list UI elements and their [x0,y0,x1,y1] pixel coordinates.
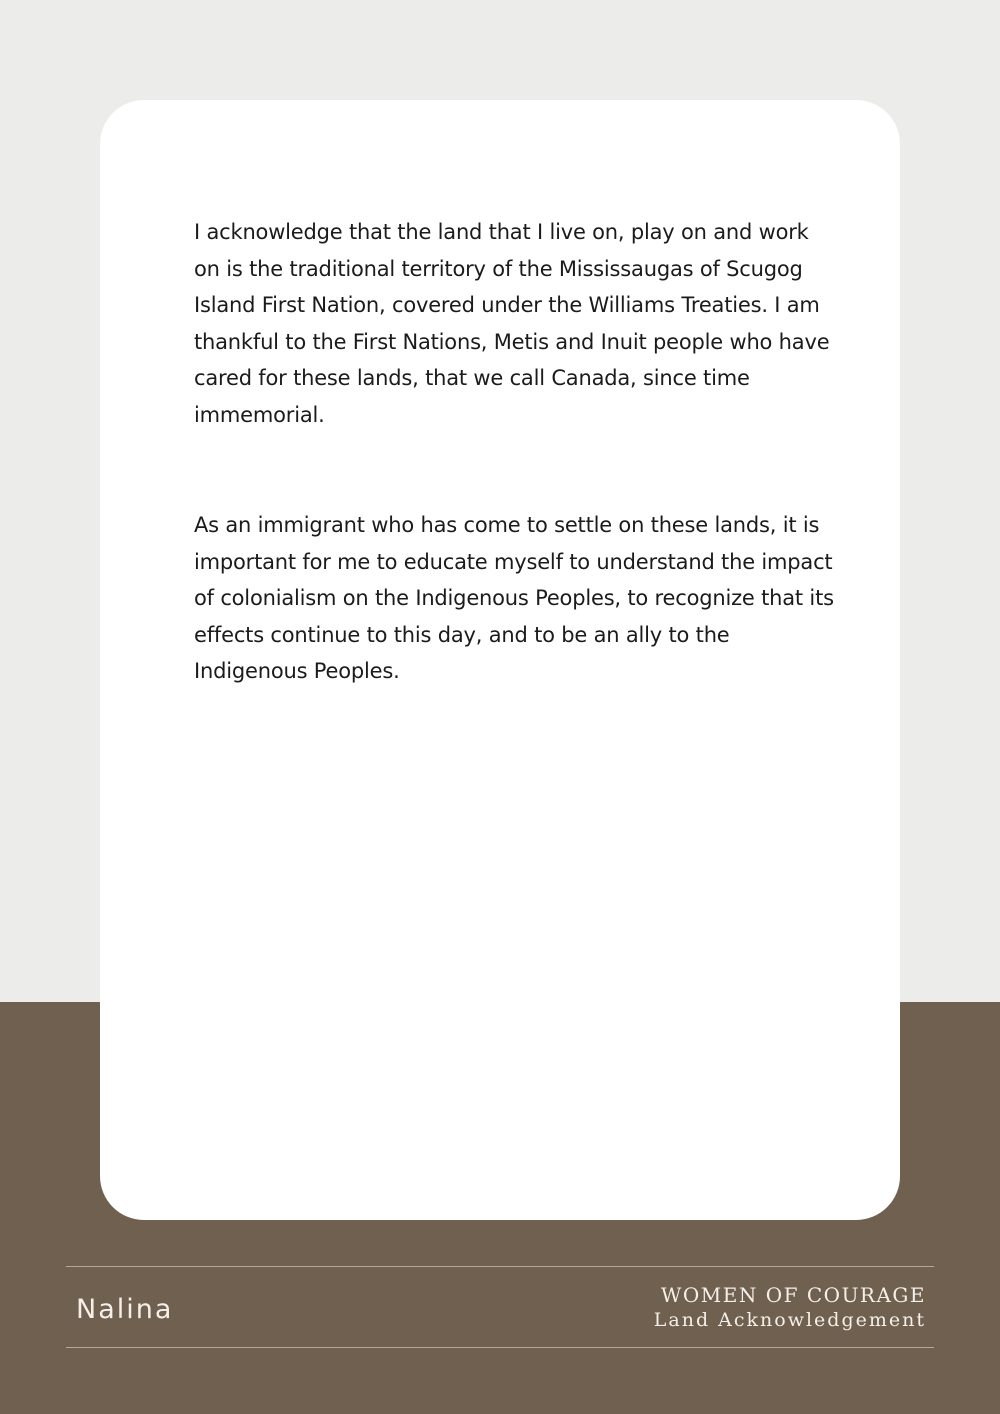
immigrant-statement-paragraph: As an immigrant who has come to settle on these lands, it is important for me to educate myself to understand the impact of colonialism on the Indigenous Peoples, to recognize that its effects continue to this day, and to be an ally to the Indigenous Peoples. [194,513,834,684]
footer-divider-bottom [66,1347,934,1348]
acknowledgement-card [100,100,900,1220]
brand-title: WOMEN OF COURAGE [660,1283,926,1307]
brand-block [654,1283,926,1333]
acknowledgement-paragraph: I acknowledge that the land that I live on, play on and work on is the traditional territory of the Mississaugas of Scugog Island First Nation, covered under the Williams Treaties. I am thankful to the First Nations, Metis and Inuit people who have cared for these lands, that we call Canada, since time immemorial. [194,220,830,427]
brand-subtitle: Land Acknowledgement [653,1309,926,1331]
footer-divider-top [66,1266,934,1267]
author-name: Nalina [76,1294,174,1325]
